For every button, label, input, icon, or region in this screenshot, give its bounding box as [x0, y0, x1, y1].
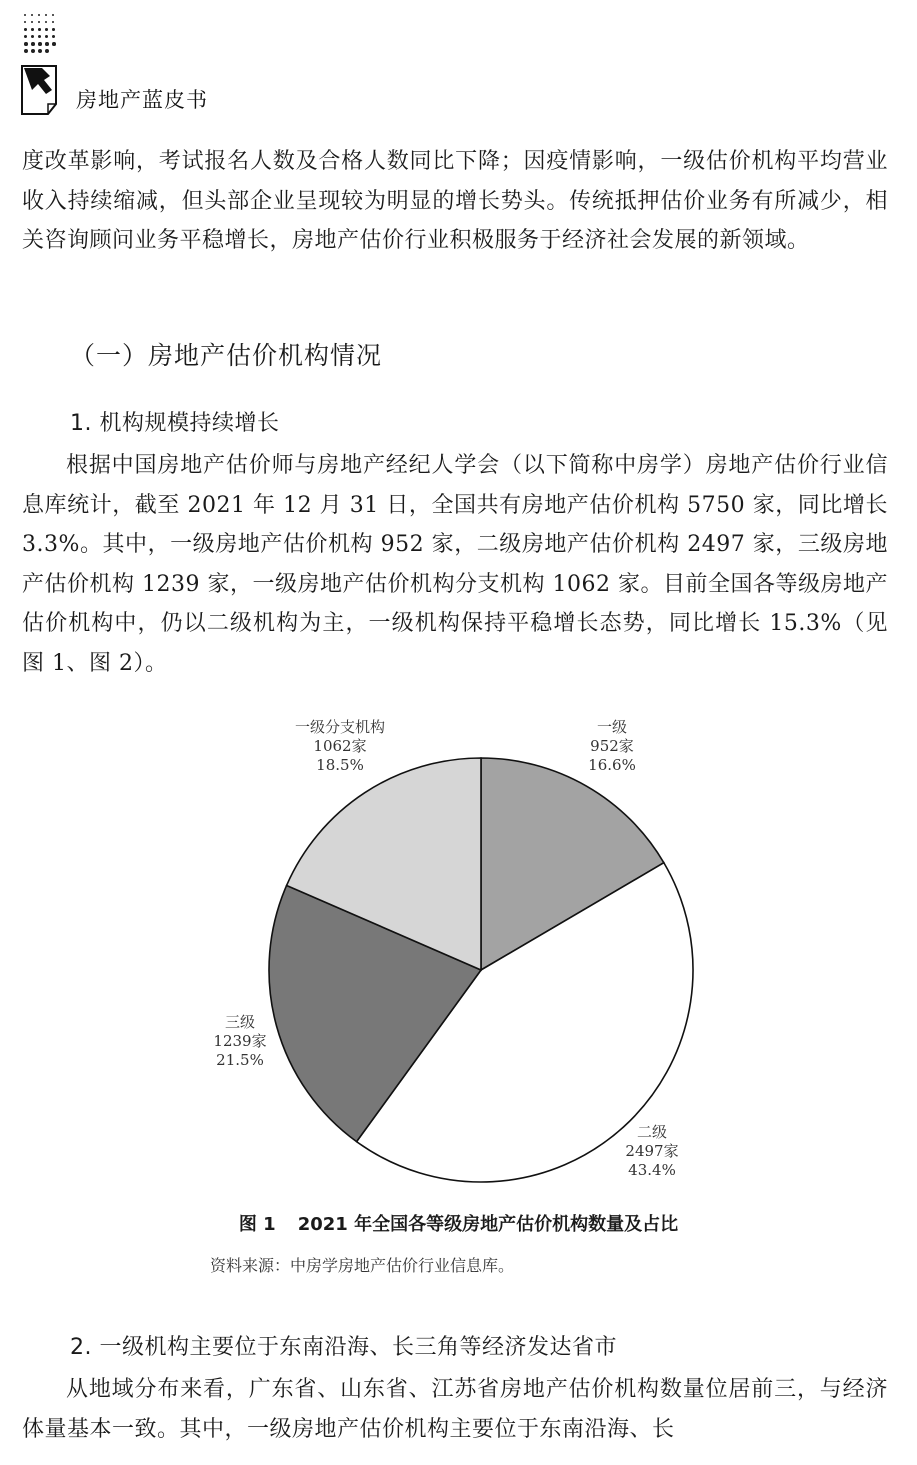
figure-number: 图 1 — [238, 1214, 276, 1235]
ornament-dot — [24, 35, 27, 38]
subsection-heading-2: 2. 一级机构主要位于东南沿海、长三角等经济发达省市 — [70, 1335, 617, 1360]
pie-label-percent-2: 43.4% — [628, 1161, 676, 1179]
pie-chart — [0, 700, 917, 1200]
page-header — [18, 14, 318, 114]
subsection-2-paragraph: 从地域分布来看，广东省、山东省、江苏省房地产估价机构数量位居前三，与经济体量基本一致。其中，一级房地产估价机构主要位于东南沿海、长 — [22, 1377, 888, 1442]
pie-label-category-4: 一级分支机构 — [294, 718, 386, 736]
ornament-dot — [45, 49, 49, 53]
book-corner-icon — [20, 64, 58, 116]
ornament-dot — [31, 21, 33, 23]
pie-label-value-2: 2497家 — [625, 1142, 679, 1160]
ornament-dot — [24, 21, 26, 23]
figure-source: 资料来源：中房学房地产估价行业信息库。 — [210, 1256, 515, 1275]
ornament-dot — [52, 42, 56, 46]
figure-caption — [0, 1210, 917, 1236]
running-head: 房地产蓝皮书 — [76, 88, 208, 112]
ornament-dot — [31, 42, 35, 46]
ornament-dot — [52, 21, 54, 23]
ornament-dot — [31, 14, 33, 16]
figure-title: 2021 年全国各等级房地产估价机构数量及占比 — [297, 1214, 679, 1235]
subsection-heading-1: 1. 机构规模持续增长 — [70, 411, 280, 436]
ornament-dot — [52, 35, 55, 38]
pie-label-value-1: 952家 — [590, 737, 634, 755]
ornament-dot — [45, 35, 48, 38]
ornament-dot — [38, 21, 40, 23]
ornament-dot — [24, 42, 28, 46]
ornament-dot — [31, 28, 34, 31]
pie-label-category-3: 三级 — [224, 1013, 256, 1031]
ornament-dot — [52, 28, 55, 31]
ornament-dot — [38, 49, 42, 53]
ornament-dot — [45, 21, 47, 23]
ornament-dot — [38, 14, 40, 16]
pie-label-percent-3: 21.5% — [216, 1051, 264, 1069]
ornament-dot — [45, 14, 47, 16]
ornament-dot — [38, 42, 42, 46]
intro-paragraph: 度改革影响，考试报名人数及合格人数同比下降；因疫情影响，一级估价机构平均营业收入持续缩减，但头部企业呈现较为明显的增长势头。传统抵押估价业务有所减少，相关咨询顾问业务平稳增长，房地产估价行业积极服务于经济社会发展的新领域。 — [22, 149, 888, 253]
ornament-dot — [45, 42, 49, 46]
ornament-dot — [38, 28, 41, 31]
ornament-dot — [31, 35, 34, 38]
pie-label-percent-4: 18.5% — [316, 756, 364, 774]
ornament-dot — [24, 14, 26, 16]
pie-label-category-1: 一级 — [596, 718, 628, 736]
pie-label-category-2: 二级 — [636, 1123, 668, 1141]
pie-label-percent-1: 16.6% — [588, 756, 636, 774]
pie-label-value-3: 1239家 — [213, 1032, 267, 1050]
pie-label-value-4: 1062家 — [313, 737, 367, 755]
ornament-dot — [52, 14, 54, 16]
ornament-dot — [24, 49, 28, 53]
ornament-dot — [45, 28, 48, 31]
section-heading: （一）房地产估价机构情况 — [70, 341, 383, 370]
ornament-dot — [31, 49, 35, 53]
ornament-dot — [24, 28, 27, 31]
ornament-dot — [38, 35, 41, 38]
subsection-1-paragraph: 根据中国房地产估价师与房地产经纪人学会（以下简称中房学）房地产估价行业信息库统计，截至 2021 年 12 月 31 日，全国共有房地产估价机构 5750 家，同比增长 3.3%。其中，一级房地产估价机构 952 家，二级房地产估价机构 2497 家，三级房地产估价机构 1239 家，一级房地产估价机构分支机构 1062 家。目前全国各等级房地产估价机构中，仍以二级机构为主，一级机构保持平稳增长态势，同比增长 15.3%（见图 1、图 2）。 — [22, 453, 888, 676]
